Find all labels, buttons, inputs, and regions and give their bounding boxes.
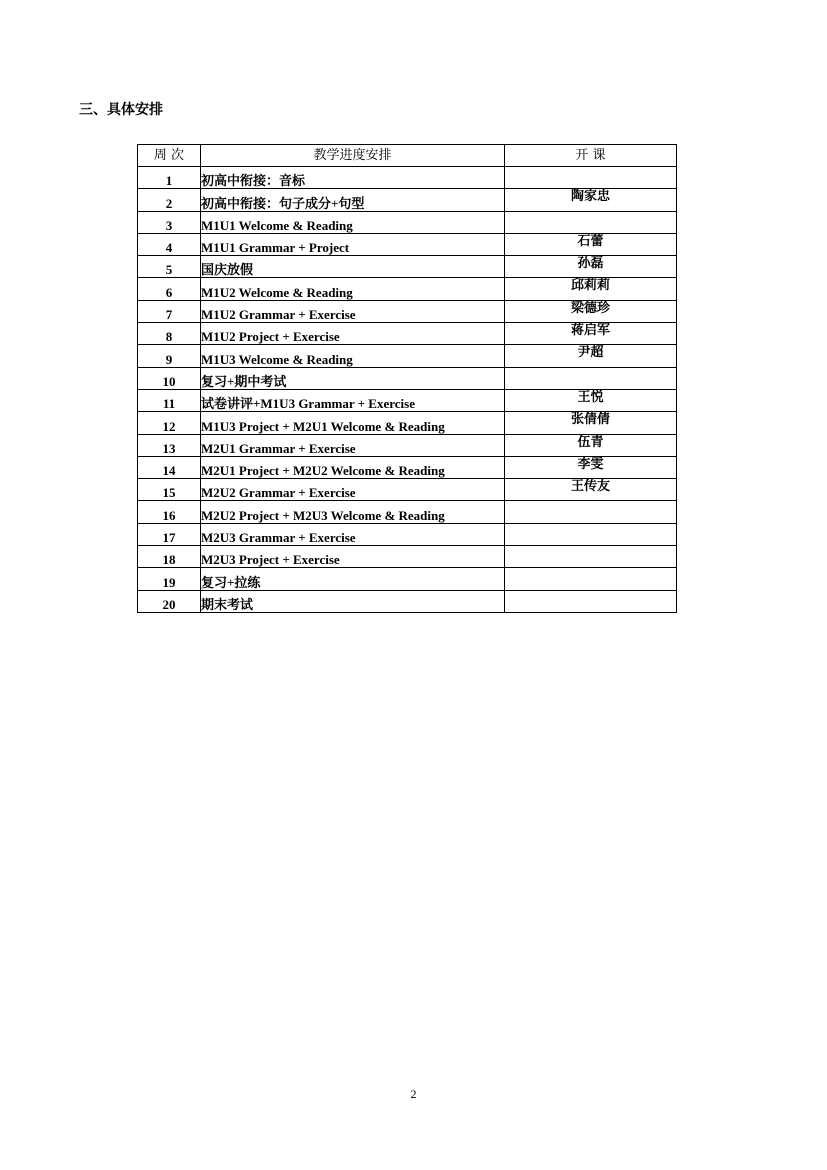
week-cell: 4 <box>138 233 201 255</box>
teacher-cell: 张倩倩 <box>505 412 677 434</box>
teacher-cell <box>505 211 677 233</box>
table-row <box>138 167 677 189</box>
teacher-cell: 王悦 <box>505 389 677 411</box>
content-cell: M1U1 Grammar + Project <box>201 233 505 255</box>
week-cell: 3 <box>138 211 201 233</box>
page-number: 2 <box>410 1087 417 1101</box>
table-row <box>138 568 677 590</box>
content-cell: M2U2 Grammar + Exercise <box>201 479 505 501</box>
week-cell: 9 <box>138 345 201 367</box>
week-cell: 1 <box>138 167 201 189</box>
content-cell: M2U1 Project + M2U2 Welcome & Reading <box>201 456 505 478</box>
table-row <box>138 523 677 545</box>
teacher-cell: 王传友 <box>505 479 677 501</box>
content-cell: M2U1 Grammar + Exercise <box>201 434 505 456</box>
content-cell: 复习+拉练 <box>201 568 505 590</box>
content-cell: M1U3 Welcome & Reading <box>201 345 505 367</box>
table-row <box>138 367 677 389</box>
table-row <box>138 412 677 434</box>
teacher-cell <box>505 367 677 389</box>
content-cell: 初高中衔接：句子成分+句型 <box>201 189 505 211</box>
teacher-cell: 陶家忠 <box>505 189 677 211</box>
table-row <box>138 278 677 300</box>
content-cell: M1U1 Welcome & Reading <box>201 211 505 233</box>
teacher-cell: 石蕾 <box>505 233 677 255</box>
table-row <box>138 456 677 478</box>
content-cell: 国庆放假 <box>201 256 505 278</box>
week-cell: 17 <box>138 523 201 545</box>
teacher-cell: 尹超 <box>505 345 677 367</box>
teacher-cell: 邱莉莉 <box>505 278 677 300</box>
table-row <box>138 323 677 345</box>
section-heading: 三、具体安排 <box>79 102 163 118</box>
teacher-cell <box>505 501 677 523</box>
week-cell: 5 <box>138 256 201 278</box>
week-cell: 12 <box>138 412 201 434</box>
header-content: 教学进度安排 <box>201 145 505 167</box>
content-cell: M1U2 Welcome & Reading <box>201 278 505 300</box>
week-cell: 19 <box>138 568 201 590</box>
table-row <box>138 211 677 233</box>
table-row <box>138 434 677 456</box>
teacher-cell <box>505 546 677 568</box>
content-cell: M2U2 Project + M2U3 Welcome & Reading <box>201 501 505 523</box>
week-cell: 20 <box>138 590 201 612</box>
content-cell: M2U3 Project + Exercise <box>201 546 505 568</box>
teacher-cell: 蒋启军 <box>505 323 677 345</box>
week-cell: 8 <box>138 323 201 345</box>
content-cell: M1U2 Project + Exercise <box>201 323 505 345</box>
week-cell: 11 <box>138 389 201 411</box>
schedule-table <box>137 144 677 613</box>
teacher-cell <box>505 523 677 545</box>
table-row <box>138 479 677 501</box>
content-cell: M1U2 Grammar + Exercise <box>201 300 505 322</box>
teacher-cell <box>505 167 677 189</box>
week-cell: 16 <box>138 501 201 523</box>
table-row <box>138 389 677 411</box>
table-row <box>138 233 677 255</box>
table-header-row <box>138 145 677 167</box>
header-teacher: 开 课 <box>505 145 677 167</box>
week-cell: 14 <box>138 456 201 478</box>
content-cell: 期末考试 <box>201 590 505 612</box>
week-cell: 10 <box>138 367 201 389</box>
table-row <box>138 501 677 523</box>
teacher-cell: 伍青 <box>505 434 677 456</box>
table-row <box>138 256 677 278</box>
week-cell: 13 <box>138 434 201 456</box>
content-cell: 复习+期中考试 <box>201 367 505 389</box>
teacher-cell <box>505 568 677 590</box>
teacher-cell: 李雯 <box>505 456 677 478</box>
week-cell: 7 <box>138 300 201 322</box>
week-cell: 18 <box>138 546 201 568</box>
table-row <box>138 300 677 322</box>
content-cell: M2U3 Grammar + Exercise <box>201 523 505 545</box>
week-cell: 2 <box>138 189 201 211</box>
content-cell: 试卷讲评+M1U3 Grammar + Exercise <box>201 389 505 411</box>
week-cell: 15 <box>138 479 201 501</box>
table-row <box>138 345 677 367</box>
table-row <box>138 189 677 211</box>
teacher-cell: 孙磊 <box>505 256 677 278</box>
teacher-cell <box>505 590 677 612</box>
week-cell: 6 <box>138 278 201 300</box>
header-week: 周 次 <box>138 145 201 167</box>
content-cell: 初高中衔接：音标 <box>201 167 505 189</box>
table-row <box>138 546 677 568</box>
teacher-cell: 梁德珍 <box>505 300 677 322</box>
content-cell: M1U3 Project + M2U1 Welcome & Reading <box>201 412 505 434</box>
table-row <box>138 590 677 612</box>
